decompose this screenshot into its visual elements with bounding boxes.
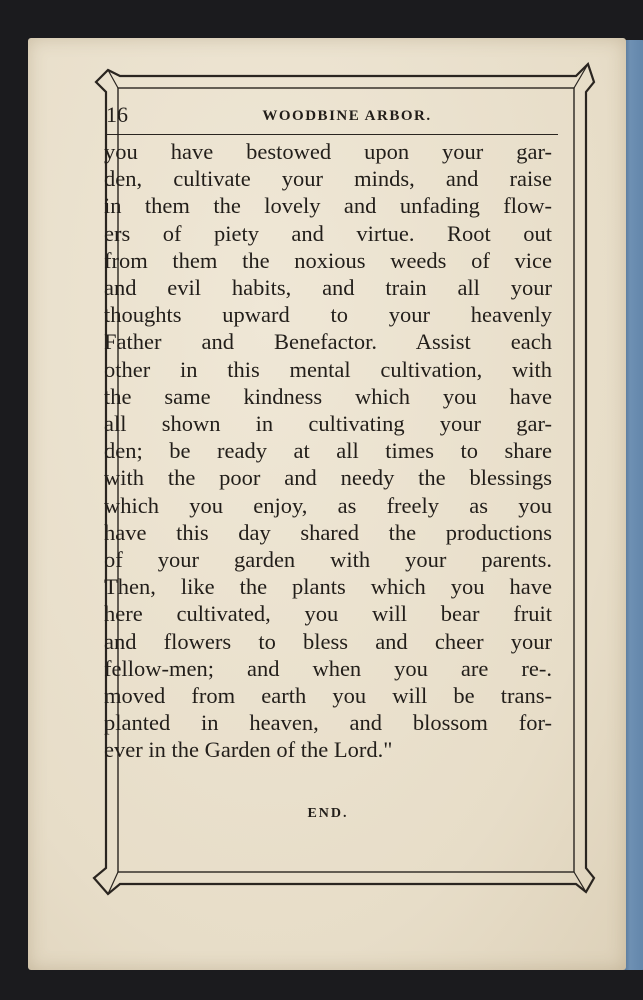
book-page <box>28 38 626 970</box>
text-line: and evil habits, and train all your <box>104 275 552 301</box>
text-line: den, cultivate your minds, and raise <box>104 166 552 192</box>
page-number: 16 <box>106 102 128 127</box>
text-line: have this day shared the productions <box>104 519 552 545</box>
text-line: you have bestowed upon your gar- <box>104 139 552 164</box>
text-line: moved from earth you will be trans- <box>104 683 552 709</box>
text-line: fellow-men; and when you are re-. <box>104 655 552 681</box>
text-line: ever in the Garden of the Lord." <box>104 737 393 763</box>
text-line: which you enjoy, as freely as you <box>104 492 552 518</box>
text-line: and flowers to bless and cheer your <box>104 628 552 654</box>
text-line: Then, like the plants which you have <box>104 574 552 600</box>
text-line: planted in heaven, and blossom for- <box>104 710 552 736</box>
text-line: of your garden with your parents. <box>104 547 552 573</box>
text-line: Father and Benefactor. Assist each <box>104 329 552 355</box>
text-line: all shown in cultivating your gar- <box>104 411 552 437</box>
text-line: den; be ready at all times to share <box>104 438 552 464</box>
text-line: with the poor and needy the blessings <box>104 465 552 491</box>
text-line: ers of piety and virtue. Root out <box>104 220 552 246</box>
text-line: in them the lovely and unfading flow- <box>104 193 552 219</box>
running-head <box>106 100 558 135</box>
end-mark: END. <box>307 806 349 821</box>
body-text <box>104 138 552 764</box>
text-line: here cultivated, you will bear fruit <box>104 601 552 627</box>
text-line: the same kindness which you have <box>104 383 552 409</box>
text-line: other in this mental cultivation, with <box>104 356 552 382</box>
text-line: from them the noxious weeds of vice <box>104 247 552 273</box>
running-title: WOODBINE ARBOR. <box>262 108 432 124</box>
text-line: thoughts upward to your heavenly <box>104 302 552 328</box>
